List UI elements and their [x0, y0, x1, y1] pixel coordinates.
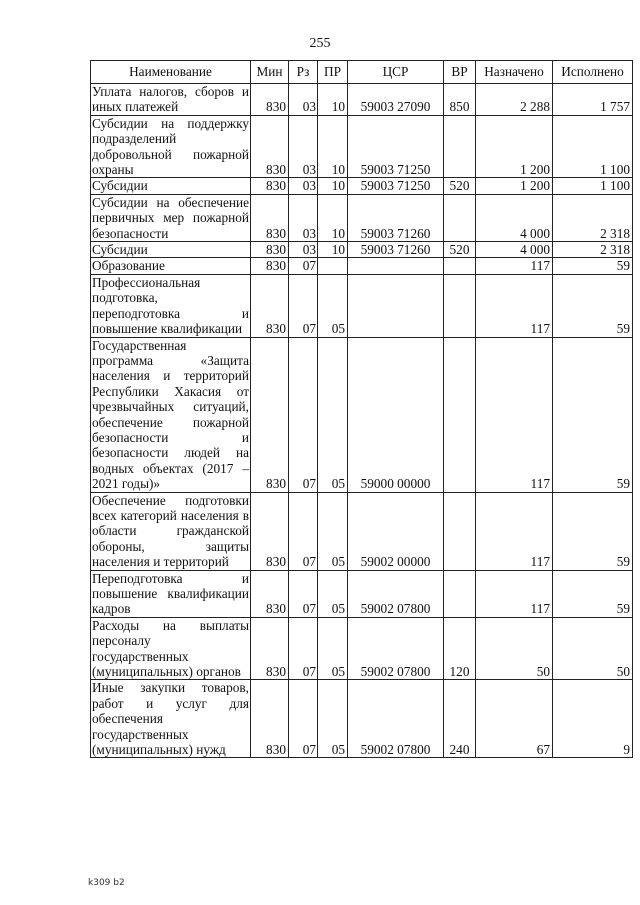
- row-executed: 9: [553, 680, 633, 758]
- row-assigned: 117: [476, 492, 553, 570]
- row-vr: [444, 115, 476, 178]
- header-csr: ЦСР: [348, 61, 444, 84]
- row-csr: 59002 07800: [348, 617, 444, 680]
- row-rz: 03: [289, 84, 318, 116]
- row-name: Уплата налогов, сборов и иных платежей: [92, 84, 249, 115]
- row-pr: 10: [318, 194, 348, 241]
- row-assigned: 67: [476, 680, 553, 758]
- row-min: 830: [251, 258, 289, 274]
- row-csr: 59003 71250: [348, 115, 444, 178]
- row-pr: 05: [318, 274, 348, 337]
- row-pr: 05: [318, 492, 348, 570]
- row-pr: [318, 258, 348, 274]
- row-assigned: 1 200: [476, 178, 553, 194]
- row-vr: 520: [444, 178, 476, 194]
- table-row: [91, 492, 633, 570]
- row-name: Субсидии на поддержку подразделений добровольной пожарной охраны: [92, 115, 249, 178]
- row-min: 830: [251, 680, 289, 758]
- row-executed: 1 100: [553, 178, 633, 194]
- row-rz: 07: [289, 258, 318, 274]
- header-assigned: Назначено: [476, 61, 553, 84]
- row-pr: 05: [318, 570, 348, 617]
- row-min: 830: [251, 492, 289, 570]
- row-assigned: 50: [476, 617, 553, 680]
- row-executed: 50: [553, 617, 633, 680]
- row-vr: 520: [444, 242, 476, 258]
- row-csr: [348, 258, 444, 274]
- header-executed: Исполнено: [553, 61, 633, 84]
- header-min: Мин: [251, 61, 289, 84]
- row-rz: 03: [289, 178, 318, 194]
- table-row: [91, 115, 633, 178]
- row-name: Обеспечение подготовки всех категорий населения в области гражданской обороны, защиты населения и территорий: [92, 492, 249, 570]
- row-min: 830: [251, 194, 289, 241]
- row-vr: [444, 258, 476, 274]
- row-csr: 59003 71260: [348, 194, 444, 241]
- footer-code: k309 b2: [88, 878, 125, 888]
- row-min: 830: [251, 617, 289, 680]
- row-csr: 59003 71250: [348, 178, 444, 194]
- table-row: [91, 570, 633, 617]
- header-pr: ПР: [318, 61, 348, 84]
- row-rz: 07: [289, 337, 318, 492]
- page-number: 255: [309, 36, 331, 51]
- table-row: [91, 274, 633, 337]
- table-row: [91, 242, 633, 258]
- budget-table: [90, 60, 633, 758]
- row-name: Субсидии: [91, 242, 251, 258]
- row-assigned: 4 000: [476, 194, 553, 241]
- table-row: [91, 617, 633, 680]
- row-csr: 59003 71260: [348, 242, 444, 258]
- row-rz: 03: [289, 242, 318, 258]
- row-vr: [444, 492, 476, 570]
- row-min: 830: [251, 337, 289, 492]
- row-min: 830: [251, 570, 289, 617]
- row-csr: 59000 00000: [348, 337, 444, 492]
- table-row: [91, 194, 633, 241]
- row-executed: 1 757: [553, 84, 633, 116]
- row-vr: [444, 570, 476, 617]
- row-name: Расходы на выплаты персоналу государственных (муниципальных) органов: [92, 617, 249, 680]
- row-name: Иные закупки товаров, работ и услуг для обеспечения государственных (муниципальных) нужд: [92, 680, 249, 758]
- row-csr: 59003 27090: [348, 84, 444, 116]
- row-csr: [348, 274, 444, 337]
- row-min: 830: [251, 242, 289, 258]
- row-assigned: 4 000: [476, 242, 553, 258]
- header-vr: ВР: [444, 61, 476, 84]
- row-executed: 59: [553, 570, 633, 617]
- row-executed: 2 318: [553, 194, 633, 241]
- table-row: [91, 178, 633, 194]
- row-vr: [444, 194, 476, 241]
- row-executed: 2 318: [553, 242, 633, 258]
- row-min: 830: [251, 84, 289, 116]
- row-assigned: 117: [476, 274, 553, 337]
- row-pr: 05: [318, 337, 348, 492]
- row-assigned: 117: [476, 258, 553, 274]
- row-name: Профессиональная подготовка, переподготовка и повышение квалификации: [92, 274, 249, 337]
- row-executed: 1 100: [553, 115, 633, 178]
- table-row: [91, 337, 633, 492]
- row-executed: 59: [553, 337, 633, 492]
- table-row: [91, 258, 633, 274]
- row-assigned: 117: [476, 337, 553, 492]
- row-pr: 10: [318, 115, 348, 178]
- row-vr: [444, 337, 476, 492]
- row-executed: 59: [553, 492, 633, 570]
- row-rz: 07: [289, 492, 318, 570]
- row-pr: 10: [318, 242, 348, 258]
- header-name: Наименование: [91, 61, 251, 84]
- row-vr: [444, 274, 476, 337]
- row-rz: 07: [289, 274, 318, 337]
- row-rz: 07: [289, 617, 318, 680]
- row-assigned: 1 200: [476, 115, 553, 178]
- row-name: Субсидии: [91, 178, 251, 194]
- row-pr: 10: [318, 178, 348, 194]
- row-name: Переподготовка и повышение квалификации кадров: [92, 570, 249, 617]
- row-pr: 05: [318, 680, 348, 758]
- row-name: Государственная программа «Защита населения и территорий Республики Хакасия от чрезвычайных ситуаций, обеспечение пожарной безопасности и безопасности людей на водных объектах (2017 – 2021 годы)»: [92, 337, 249, 492]
- row-min: 830: [251, 115, 289, 178]
- table-row: [91, 680, 633, 758]
- row-rz: 07: [289, 680, 318, 758]
- row-assigned: 117: [476, 570, 553, 617]
- row-csr: 59002 07800: [348, 680, 444, 758]
- row-executed: 59: [553, 274, 633, 337]
- row-vr: 850: [444, 84, 476, 116]
- row-csr: 59002 07800: [348, 570, 444, 617]
- row-assigned: 2 288: [476, 84, 553, 116]
- row-vr: 240: [444, 680, 476, 758]
- table-row: [91, 84, 633, 116]
- row-min: 830: [251, 178, 289, 194]
- row-rz: 03: [289, 194, 318, 241]
- row-name: Образование: [91, 258, 251, 274]
- row-csr: 59002 00000: [348, 492, 444, 570]
- row-vr: 120: [444, 617, 476, 680]
- row-rz: 03: [289, 115, 318, 178]
- row-pr: 10: [318, 84, 348, 116]
- row-rz: 07: [289, 570, 318, 617]
- row-executed: 59: [553, 258, 633, 274]
- row-min: 830: [251, 274, 289, 337]
- row-pr: 05: [318, 617, 348, 680]
- table-header-row: [91, 61, 633, 84]
- header-rz: Рз: [289, 61, 318, 84]
- row-name: Субсидии на обеспечение первичных мер пожарной безопасности: [92, 194, 249, 241]
